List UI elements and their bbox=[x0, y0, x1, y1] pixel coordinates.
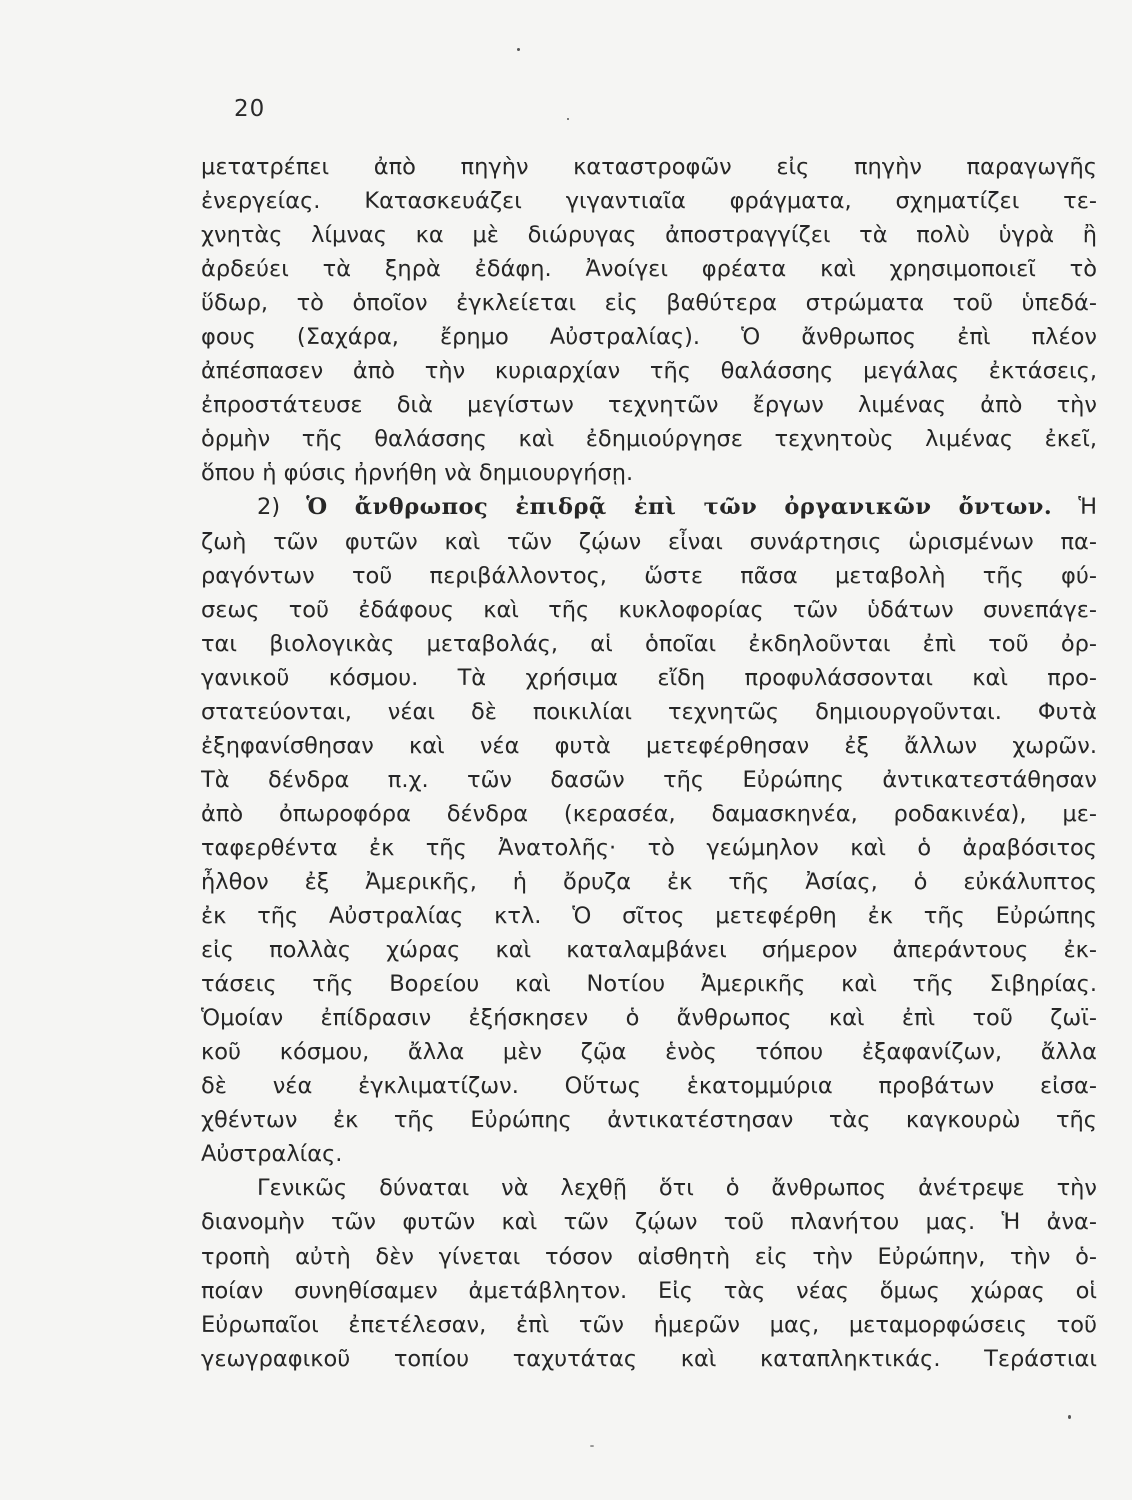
text-line: γανικοῦ κόσμου. Τὰ χρήσιμα εἴδη προφυλάσσονται καὶ προ- bbox=[201, 664, 1097, 691]
scan-speck bbox=[1068, 1415, 1071, 1419]
text-line: Γενικῶς δύναται νὰ λεχθῇ ὅτι ὁ ἄνθρωπος ἀνέτρεψε τὴν bbox=[257, 1175, 1097, 1202]
text-line: κοῦ κόσμου, ἄλλα μὲν ζῷα ἑνὸς τόπου ἐξαφανίζων, ἄλλα bbox=[201, 1039, 1097, 1066]
text-line: στατεύονται, νέαι δὲ ποικιλίαι τεχνητῶς δημιουργοῦνται. Φυτὰ bbox=[201, 698, 1097, 725]
section-heading: Ὁ ἄνθρωπος ἐπιδρᾷ ἐπὶ τῶν ὀργανικῶν ὄντων. bbox=[306, 494, 1053, 521]
text-line: Εὐρωπαῖοι ἐπετέλεσαν, ἐπὶ τῶν ἡμερῶν μας, μεταμορφώσεις τοῦ bbox=[201, 1311, 1097, 1338]
text-line: ἐπροστάτευσε διὰ μεγίστων τεχνητῶν ἔργων λιμένας ἀπὸ τὴν bbox=[201, 392, 1097, 419]
text-line: Τὰ δένδρα π.χ. τῶν δασῶν τῆς Εὐρώπης ἀντικατεστάθησαν bbox=[201, 766, 1097, 793]
text-line: ποίαν συνηθίσαμεν ἀμετάβλητον. Εἰς τὰς νέας ὅμως χώρας οἱ bbox=[201, 1277, 1097, 1304]
text-line: ἀπὸ ὀπωροφόρα δένδρα (κερασέα, δαμασκηνέα, ροδακινέα), με- bbox=[201, 800, 1097, 827]
text-line: τροπὴ αὐτὴ δὲν γίνεται τόσον αἰσθητὴ εἰς τὴν Εὐρώπην, τὴν ὁ- bbox=[201, 1243, 1097, 1270]
text-line: εἰς πολλὰς χώρας καὶ καταλαμβάνει σήμερον ἀπεράντους ἐκ- bbox=[201, 937, 1097, 964]
text-line: ἐξηφανίσθησαν καὶ νέα φυτὰ μετεφέρθησαν ἐξ ἄλλων χωρῶν. bbox=[201, 732, 1097, 759]
scan-speck bbox=[517, 48, 520, 51]
text-line: σεως τοῦ ἐδάφους καὶ τῆς κυκλοφορίας τῶν ὑδάτων συνεπάγε- bbox=[201, 596, 1097, 623]
text-line: Ὁμοίαν ἐπίδρασιν ἐξήσκησεν ὁ ἄνθρωπος καὶ ἐπὶ τοῦ ζωϊ- bbox=[201, 1005, 1097, 1032]
section-number: 2) bbox=[257, 494, 281, 521]
text-line: γεωγραφικοῦ τοπίου ταχυτάτας καὶ καταπληκτικάς. Τεράστιαι bbox=[201, 1345, 1097, 1372]
text-line: ὁρμὴν τῆς θαλάσσης καὶ ἐδημιούργησε τεχνητοὺς λιμένας ἐκεῖ, bbox=[201, 426, 1097, 453]
text-line: χνητὰς λίμνας κα μὲ διώρυγας ἀποστραγγίζει τὰ πολὺ ὑγρὰ ἢ bbox=[201, 222, 1097, 249]
scan-speck bbox=[567, 118, 569, 120]
text-line: δὲ νέα ἐγκλιματίζων. Οὕτως ἑκατομμύρια προβάτων εἰσα- bbox=[201, 1073, 1097, 1100]
text-line: ἀπέσπασεν ἀπὸ τὴν κυριαρχίαν τῆς θαλάσσης μεγάλας ἐκτάσεις, bbox=[201, 358, 1097, 385]
text-line: ἐνεργείας. Κατασκευάζει γιγαντιαῖα φράγματα, σχηματίζει τε- bbox=[201, 188, 1097, 215]
page-number: 20 bbox=[234, 96, 266, 122]
text-line: ἀρδεύει τὰ ξηρὰ ἐδάφη. Ἀνοίγει φρέατα καὶ χρησιμοποιεῖ τὸ bbox=[201, 256, 1097, 283]
text-line: Αὐστραλίας. bbox=[201, 1141, 343, 1168]
text-line: ραγόντων τοῦ περιβάλλοντος, ὥστε πᾶσα μεταβολὴ τῆς φύ- bbox=[201, 562, 1097, 589]
text-line: χθέντων ἐκ τῆς Εὐρώπης ἀντικατέστησαν τὰς καγκουρὼ τῆς bbox=[201, 1107, 1097, 1134]
text-line: ἐκ τῆς Αὐστραλίας κτλ. Ὁ σῖτος μετεφέρθη ἐκ τῆς Εὐρώπης bbox=[201, 903, 1097, 930]
text-line: ταφερθέντα ἐκ τῆς Ἀνατολῆς· τὸ γεώμηλον καὶ ὁ ἀραβόσιτος bbox=[201, 834, 1097, 861]
text-line: φους (Σαχάρα, ἔρημο Αὐστραλίας). Ὁ ἄνθρωπος ἐπὶ πλέον bbox=[201, 324, 1097, 351]
text-line: ζωὴ τῶν φυτῶν καὶ τῶν ζῴων εἶναι συνάρτησις ὡρισμένων πα- bbox=[201, 528, 1097, 555]
body-text bbox=[201, 150, 1097, 1376]
text-line: ἦλθον ἐξ Ἀμερικῆς, ἡ ὄρυζα ἐκ τῆς Ἀσίας, ὁ εὐκάλυπτος bbox=[201, 868, 1097, 895]
scan-speck bbox=[590, 1445, 594, 1447]
text-line: ὅπου ἡ φύσις ἠρνήθη νὰ δημιουργήσῃ. bbox=[201, 460, 634, 487]
text-line: μετατρέπει ἀπὸ πηγὴν καταστροφῶν εἰς πηγὴν παραγωγῆς bbox=[201, 154, 1097, 180]
text-line: ται βιολογικὰς μεταβολάς, αἱ ὁποῖαι ἐκδηλοῦνται ἐπὶ τοῦ ὀρ- bbox=[201, 630, 1097, 657]
section-lead-text: Ἡ bbox=[1078, 494, 1097, 521]
text-line: τάσεις τῆς Βορείου καὶ Νοτίου Ἀμερικῆς καὶ τῆς Σιβηρίας. bbox=[201, 971, 1097, 998]
text-line: ὕδωρ, τὸ ὁποῖον ἐγκλείεται εἰς βαθύτερα στρώματα τοῦ ὑπεδά- bbox=[201, 290, 1097, 317]
text-line: διανομὴν τῶν φυτῶν καὶ τῶν ζῴων τοῦ πλανήτου μας. Ἡ ἀνα- bbox=[201, 1209, 1097, 1236]
section-heading-line bbox=[201, 490, 1097, 524]
